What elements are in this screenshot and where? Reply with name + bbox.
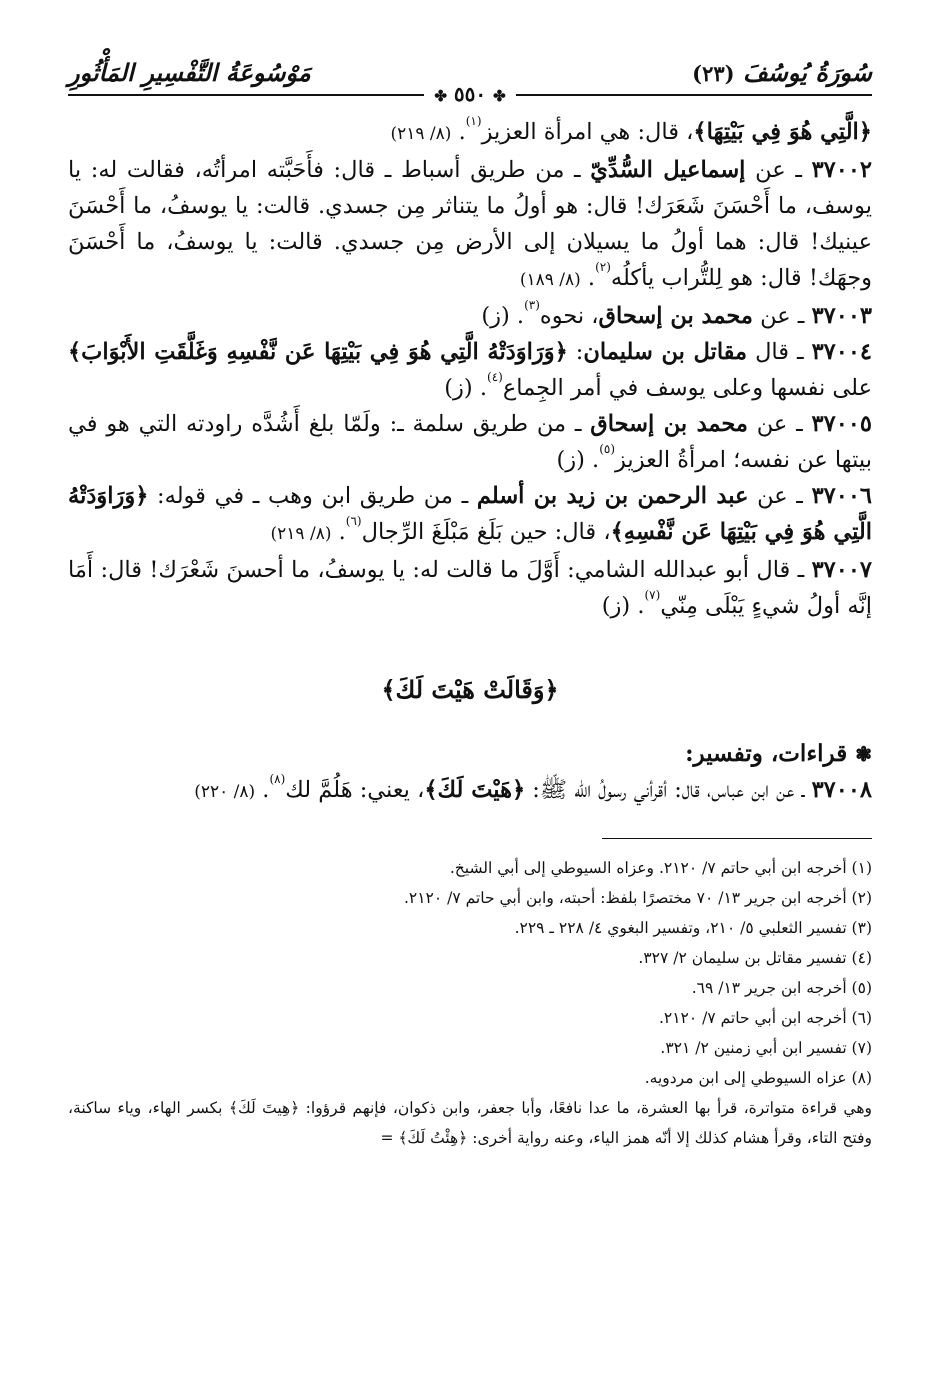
footnote-marker: (٥): [599, 442, 616, 456]
text-segment: ، قال: هي امرأة العزيز: [481, 119, 694, 145]
footnote-marker: (٤): [487, 370, 503, 384]
footnote-item: (٢) أخرجه ابن جرير ١٣/ ٧٠ مختصرًا بلفظ: أحبته، وابن أبي حاتم ٧/ ٢١٢٠.: [403, 889, 872, 907]
text-segment: ـ عن: [745, 157, 812, 183]
hadith-number: ٣٧٠٠٥: [811, 411, 872, 437]
surah-name: سُورَةُ يُوسُفَ: [742, 58, 872, 87]
footnote-item: (٦) أخرجه ابن أبي حاتم ٧/ ٢١٢٠.: [658, 1009, 872, 1027]
hadith-paragraph: [68, 334, 872, 406]
page-number-value: ٥٥٠: [453, 82, 487, 106]
hadith-paragraph: [68, 114, 872, 152]
book-title: مَوْسُوعَةُ التَّفْسِيرِ المَأْثُورِ: [68, 58, 311, 87]
page-number-row: [68, 82, 872, 108]
footnote-divider: [602, 838, 872, 839]
text-segment: على نفسها وعلى يوسف في أمر الجِماع: [502, 375, 872, 401]
text-segment: . (ز): [481, 303, 525, 329]
quran-quote: ﴿هَيْتَ لَكَ﴾: [424, 777, 526, 803]
footnote-marker: (١): [465, 114, 482, 128]
text-segment: ـ عن: [752, 303, 812, 329]
text-segment: .: [580, 265, 596, 291]
footnotes: [68, 853, 872, 1153]
page: [68, 52, 872, 1372]
narrator-name: محمد بن إسحاق: [590, 411, 748, 437]
text-segment: .: [255, 777, 270, 803]
text-segment: .: [331, 519, 346, 545]
section-paragraph: [68, 772, 872, 810]
quran-quote: ﴿الَّتِي هُوَ فِي بَيْتِهَا﴾: [693, 119, 872, 145]
hadith-paragraph: [68, 152, 872, 298]
text-segment: ، يعني: هَلُمَّ لك: [285, 777, 425, 803]
hadith-paragraph: [68, 772, 872, 810]
narrator-name: مقاتل بن سليمان: [583, 339, 748, 365]
hadith-paragraph: [68, 298, 872, 334]
quran-quote: ﴿وَرَاوَدَتْهُ الَّتِي هُوَ فِي بَيْتِهَا عَن نَّفْسِهِ وَغَلَّقَتِ الأَبْوَابَ﴾: [68, 339, 568, 365]
hadith-number: ٣٧٠٠٦: [811, 483, 872, 509]
footnote-item: (١) أخرجه ابن أبي حاتم ٧/ ٢١٢٠. وعزاه السيوطي إلى أبي الشيخ.: [449, 859, 872, 877]
text-segment: ـ عن: [747, 411, 812, 437]
footnote-continuation: وهي قراءة متواترة، قرأ بها العشرة، ما عدا نافعًا، وأبا جعفر، وابن ذكوان، فإنهم قرؤوا: ﴿هِيتَ لَكَ﴾ بكسر الهاء، وياء ساكنة، وفتح التاء، وقرأ هشام كذلك إلا أنّه همز الياء، وعنه رواية أخرى: ﴿هِئْتُ لَكَ﴾ =: [68, 1099, 872, 1147]
footnote-item: (٨) عزاه السيوطي إلى ابن مردويه.: [644, 1069, 872, 1087]
footnote-list: [68, 853, 872, 1093]
flower-icon: ❃: [855, 742, 872, 766]
footnote-item: (٤) تفسير مقاتل بن سليمان ٢/ ٣٢٧.: [638, 949, 872, 967]
hadith-paragraph: [68, 478, 872, 552]
hadith-number: ٣٧٠٠٨: [811, 777, 872, 803]
text-segment: ـ من طريق أسباط ـ قال: فأَحَبَّته امرأتُه، فقالت له: يا يوسف، ما أَحْسَنَ شَعَرَك! قال: هو أولُ ما يتناثر مِن جسدي. قالت: يا يوسفُ، ما أَحْسَنَ عينيك! قال: هما أولُ ما يسيلان إلى الأرض مِن جسدي. قالت: يا يوسفُ، ما أَحْسَنَ وجهَك! قال: هو لِلتُّراب يأكلُه: [68, 157, 872, 291]
ornament-icon: ✤: [434, 87, 447, 105]
footnote-marker: (٧): [644, 588, 661, 602]
page-number: [424, 82, 515, 106]
text-segment: . (ز): [601, 593, 645, 619]
section-heading: [68, 736, 872, 772]
footnote-marker: (٣): [524, 298, 540, 312]
footnote-marker: (٨): [269, 772, 286, 786]
verse-heading: ﴿وَقَالَتْ هَيْتَ لَكَ﴾: [381, 675, 559, 704]
footnote-item: (٣) تفسير الثعلبي ٥/ ٢١٠، وتفسير البغوي ٤/ ٢٢٨ ـ ٢٢٩.: [514, 919, 872, 937]
volume-reference: (٨/ ١٨٩): [519, 270, 581, 290]
text-segment: ـ من طريق سلمة ـ: ولَمّا بلغ أَشُدَّه راودته التي هو في بيتها عن نفسه؛ امرأةُ العزيز: [68, 411, 872, 473]
surah-number: (٢٣): [692, 61, 735, 86]
footnote-marker: (٦): [345, 514, 362, 528]
text-segment: ـ قال أبو عبدالله الشامي: أَوَّلَ ما قالت له: يا يوسفُ، ما أحسنَ شَعْرَك! قال: أَمَا إنَّه أولُ شيءٍ يَبْلَى مِنّي: [68, 557, 872, 619]
text-segment: ـ قال: [747, 339, 812, 365]
text-segment: :: [567, 339, 584, 365]
hadith-number: ٣٧٠٠٧: [811, 557, 872, 583]
footnote-item: (٧) تفسير ابن أبي زمنين ٢/ ٣٢١.: [660, 1039, 872, 1057]
volume-reference: (٨/ ٢١٩): [270, 524, 332, 544]
text-segment: . (ز): [556, 447, 600, 473]
hadith-list: [68, 114, 872, 624]
text-segment: ، نحوه: [539, 303, 599, 329]
narrator-name: إسماعيل السُّدِّيّ: [590, 157, 746, 183]
volume-reference: (٨/ ٢١٩): [390, 124, 452, 144]
hadith-number: ٣٧٠٠٤: [811, 339, 873, 365]
text-segment: ـ عن ابن عباس، قال: أقرأني رسولُ الله ﷺ:: [525, 777, 812, 803]
text-segment: ـ عن: [748, 483, 812, 509]
ornament-icon: ✤: [493, 87, 506, 105]
text-segment: .: [451, 119, 466, 145]
footnote-item: (٥) أخرجه ابن جرير ١٣/ ٦٩.: [691, 979, 872, 997]
section-heading-label: قراءات، وتفسير:: [685, 740, 848, 767]
footnote-marker: (٢): [595, 260, 611, 274]
text-segment: ـ من طريق ابن وهب ـ في قوله:: [148, 483, 477, 509]
hadith-paragraph: [68, 406, 872, 478]
text-segment: . (ز): [444, 375, 488, 401]
hadith-number: ٣٧٠٠٣: [811, 303, 872, 329]
quran-quote: ﴿وَرَاوَدَتْهُ الَّتِي هُوَ فِي بَيْتِهَا عَن نَّفْسِهِ﴾: [68, 483, 872, 545]
hadith-paragraph: [68, 552, 872, 624]
main-text: [68, 114, 872, 810]
narrator-name: عبد الرحمن بن زيد بن أسلم: [476, 483, 749, 509]
text-segment: ، قال: حين بَلَغ مَبْلَغَ الرِّجال: [361, 519, 611, 545]
volume-reference: (٨/ ٢٢٠): [194, 782, 256, 802]
hadith-number: ٣٧٠٠٢: [811, 157, 872, 183]
narrator-name: محمد بن إسحاق: [598, 303, 753, 329]
